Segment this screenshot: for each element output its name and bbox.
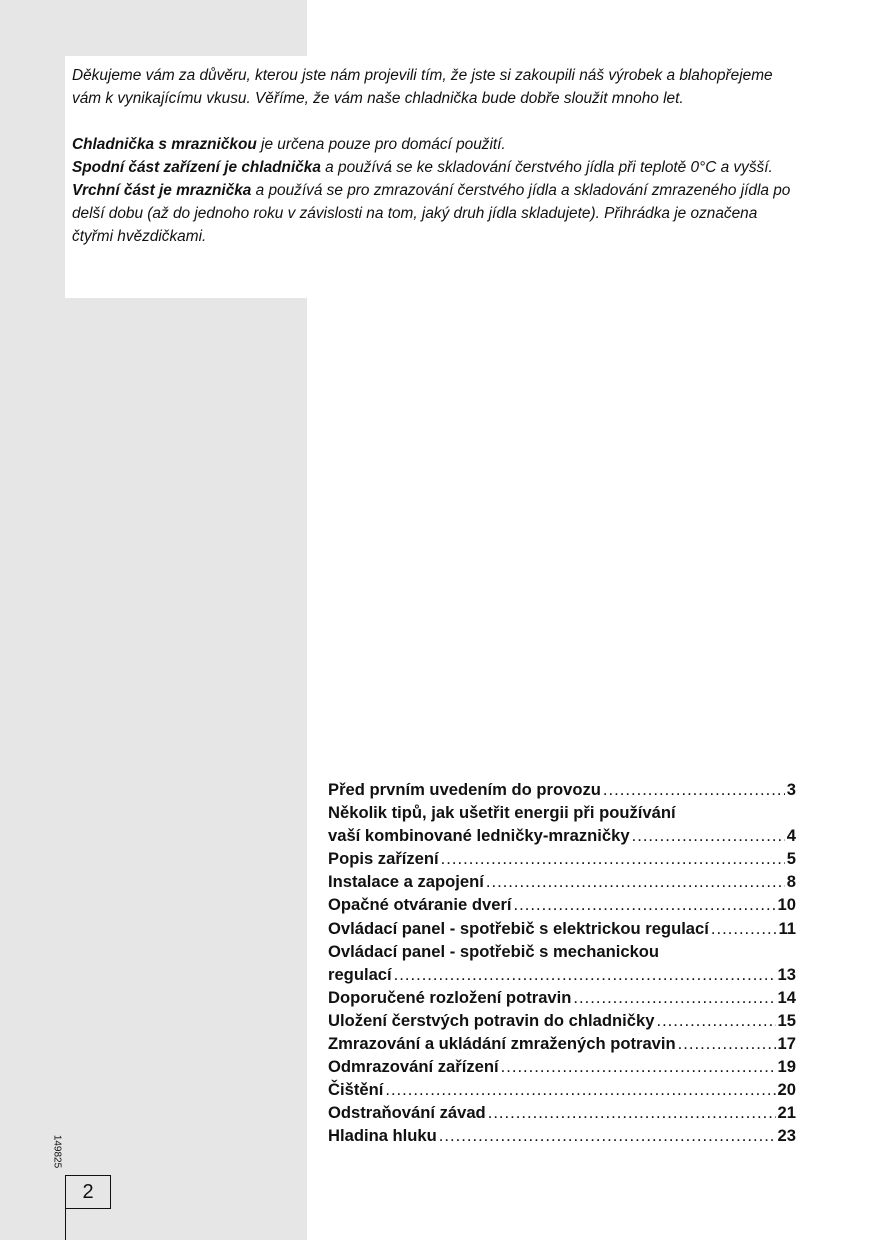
toc-entry[interactable] xyxy=(328,1078,796,1101)
toc-entry-title: Hladina hluku xyxy=(328,1126,437,1146)
toc-entry-page: 3 xyxy=(786,780,796,799)
toc-entry[interactable] xyxy=(328,1124,796,1147)
intro-paragraph-fridge xyxy=(72,156,802,179)
toc-entry-title: Uložení čerstvých potravin do chladničky xyxy=(328,1010,655,1030)
toc-leader-dots xyxy=(486,870,785,893)
toc-entry-title: Zmrazování a ukládání zmražených potravin xyxy=(328,1034,676,1054)
toc-entry-title: Odstraňování závad xyxy=(328,1103,486,1123)
toc-leader-dots xyxy=(656,1009,775,1032)
toc-entry-page: 20 xyxy=(777,1080,796,1100)
toc-entry[interactable] xyxy=(328,1009,796,1032)
intro-paragraph-freezer xyxy=(72,179,802,248)
intro-text-domestic-use: je určena pouze pro domácí použití. xyxy=(256,136,506,153)
toc-entry[interactable] xyxy=(328,1055,796,1078)
toc-leader-dots xyxy=(632,824,785,847)
intro-bold-fridge-freezer: Chladnička s mrazničkou xyxy=(72,136,257,153)
toc-entry-title: Doporučené rozložení potravin xyxy=(328,987,572,1007)
toc-leader-dots xyxy=(573,986,775,1009)
toc-leader-dots xyxy=(394,963,776,986)
toc-entry-title: regulací xyxy=(328,964,392,984)
toc-entry-page: 10 xyxy=(777,895,796,915)
document-code: 149825 xyxy=(51,1134,63,1169)
toc-entry[interactable] xyxy=(328,824,796,847)
toc-entry-page: 5 xyxy=(786,849,796,869)
toc-leader-dots xyxy=(603,778,785,801)
toc-entry-page: 21 xyxy=(777,1103,796,1123)
toc-leader-dots xyxy=(514,893,776,916)
intro-text-fridge-use: a používá se ke skladování čerstvého jídla při teplotě 0°C a vyšší. xyxy=(320,159,773,176)
toc-entry[interactable] xyxy=(328,1032,796,1055)
toc-entry-page: 14 xyxy=(777,987,796,1007)
toc-leader-dots xyxy=(439,1124,776,1147)
toc-leader-dots xyxy=(711,917,777,940)
toc-entry[interactable] xyxy=(328,778,796,801)
toc-entry-title: Před prvním uvedením do provozu xyxy=(328,780,601,799)
toc-entry-page: 13 xyxy=(777,964,796,984)
toc-leader-dots xyxy=(441,847,785,870)
toc-leader-dots xyxy=(385,1078,775,1101)
intro-paragraph-purpose xyxy=(72,133,802,156)
intro-bold-upper-part: Vrchní část je mraznička xyxy=(72,182,252,199)
toc-entry-title-line1[interactable]: Ovládací panel - spotřebič s mechanickou xyxy=(328,941,660,961)
toc-entry-title: Opačné otváranie dverí xyxy=(328,895,512,915)
intro-text xyxy=(72,64,802,248)
toc-leader-dots xyxy=(488,1101,776,1124)
toc-entry[interactable] xyxy=(328,1101,796,1124)
toc-leader-dots xyxy=(678,1032,776,1055)
toc-entry[interactable] xyxy=(328,986,796,1009)
toc-entry[interactable] xyxy=(328,963,796,986)
page-number-rule xyxy=(65,1209,66,1240)
toc-entry-title: Odmrazování zařízení xyxy=(328,1057,499,1077)
page-number: 2 xyxy=(65,1175,111,1209)
toc-entry-page: 4 xyxy=(786,826,796,846)
toc-entry-title: vaší kombinované ledničky-mrazničky xyxy=(328,826,630,846)
intro-bold-lower-part: Spodní část zařízení je chladnička xyxy=(72,159,321,176)
toc-entry[interactable] xyxy=(328,870,796,893)
table-of-contents xyxy=(328,778,796,1148)
toc-entry-page: 19 xyxy=(777,1057,796,1077)
toc-entry[interactable] xyxy=(328,893,796,916)
toc-entry[interactable] xyxy=(328,847,796,870)
toc-leader-dots xyxy=(501,1055,776,1078)
toc-entry[interactable] xyxy=(328,917,796,940)
toc-entry-page: 8 xyxy=(786,872,796,892)
toc-entry-page: 11 xyxy=(778,918,796,938)
toc-entry-page: 15 xyxy=(777,1010,796,1030)
toc-entry-page: 23 xyxy=(777,1126,796,1146)
toc-entry-title: Ovládací panel - spotřebič s elektrickou regulací xyxy=(328,918,709,938)
toc-entry-title: Instalace a zapojení xyxy=(328,872,484,892)
intro-paragraph-thanks: Děkujeme vám za důvěru, kterou jste nám projevili tím, že jste si zakoupili náš výrobek a blahopřejeme vám k vynikajícímu vkusu. Věříme, že vám naše chladnička bude dobře sloužit mnoho let. xyxy=(72,67,773,107)
intro-text-freezer-use: a používá se pro zmrazování čerstvého jídla a skladování zmrazeného jídla po delší dobu (až do jednoho roku v závislosti na tom, jaký druh jídla skladujete). Přihrádka je označena čtyřmi hvězdičkami. xyxy=(72,182,791,245)
toc-entry-title: Čištění xyxy=(328,1080,384,1100)
toc-entry-page: 17 xyxy=(777,1034,796,1054)
toc-entry-title: Popis zařízení xyxy=(328,849,439,869)
toc-entry-title-line1[interactable]: Několik tipů, jak ušetřit energii při používání xyxy=(328,803,676,823)
